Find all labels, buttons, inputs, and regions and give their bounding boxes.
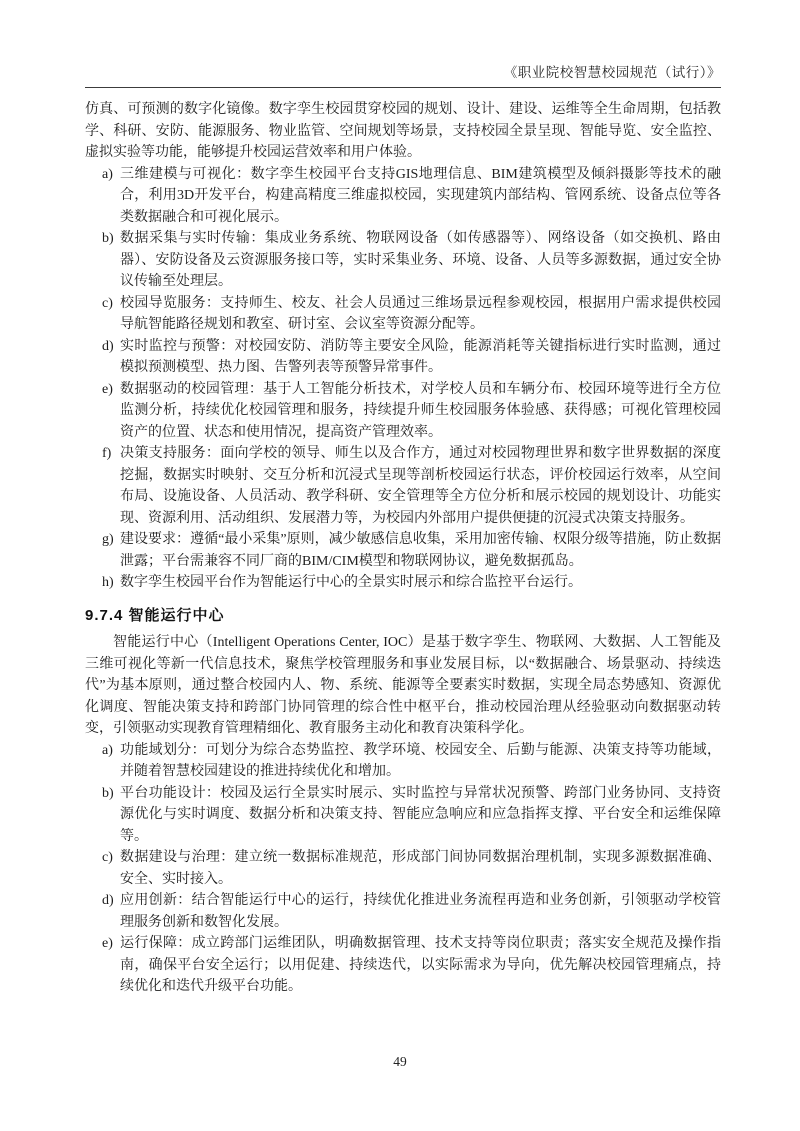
list-item-marker: f) <box>102 446 112 461</box>
list-item-marker: a) <box>102 166 113 182</box>
list-item <box>85 847 721 890</box>
list-item-text: 数据采集与实时传输：集成业务系统、物联网设备（如传感器等）、网络设备（如交换机、路由器）、安防设备及云资源服务接口等，实时采集业务、环境、设备、人员等多源数据，通过安全协议传输至处理层。 <box>120 231 721 289</box>
page-body <box>85 99 721 998</box>
list-item <box>85 336 721 379</box>
section-paragraph: 智能运行中心（Intelligent Operations Center, IOC）是基于数字孪生、物联网、大数据、人工智能及三维可视化等新一代信息技术，聚焦学校管理服务和事业发展目标，以“数据融合、场景驱动、持续迭代”为基本原则，通过整合校园内人、物、系统、能源等全要素实时数据，实现全局态势感知、资源优化调度、智能决策支持和跨部门协同管理的综合性中枢平台，推动校园治理从经验驱动向数据驱动转变，引领驱动实现教育管理精细化、教育服务主动化和教育决策科学化。 <box>85 635 721 736</box>
list-item-text: 数据驱动的校园管理：基于人工智能分析技术，对学校人员和车辆分布、校园环境等进行全方位监测分析，持续优化校园管理和服务，持续提升师生校园服务体验感、获得感；可视化管理校园资产的位置、状态和使用情况，提高资产管理效率。 <box>120 381 721 440</box>
page-number: 49 <box>393 1054 407 1069</box>
list-item <box>85 890 721 933</box>
list-item <box>85 443 721 529</box>
list-item-marker: e) <box>102 936 113 951</box>
list-item <box>85 740 721 783</box>
page-footer <box>0 1054 800 1070</box>
ioc-list <box>85 740 721 998</box>
header-divider <box>85 87 721 88</box>
list-item-text: 数字孪生校园平台作为智能运行中心的全景实时展示和综合监控平台运行。 <box>120 575 582 590</box>
list-item-marker: b) <box>102 785 114 801</box>
list-item-text: 三维建模与可视化：数字孪生校园平台支持GIS地理信息、BIM建筑模型及倾斜摄影等技术的融合，利用3D开发平台，构建高精度三维虚拟校园，实现建筑内部结构、管网系统、设备点位等各类数据融合和可视化展示。 <box>120 166 721 225</box>
list-item <box>85 933 721 998</box>
list-item-marker: c) <box>102 850 113 865</box>
list-item-text: 功能域划分：可划分为综合态势监控、教学环境、校园安全、后勤与能源、决策支持等功能域，并随着智慧校园建设的推进持续优化和增加。 <box>120 742 721 779</box>
list-item <box>85 572 721 594</box>
list-item <box>85 379 721 444</box>
page-header <box>85 64 721 88</box>
section-heading-974: 9.7.4 智能运行中心 <box>85 606 225 624</box>
list-item-marker: c) <box>102 295 113 311</box>
list-item-marker: d) <box>102 338 114 354</box>
list-item-marker: h) <box>102 575 114 590</box>
list-item-text: 建设要求：遵循“最小采集”原则，减少敏感信息收集，采用加密传输、权限分级等措施，防止数据泄露；平台需兼容不同厂商的BIM/CIM模型和物联网协议，避免数据孤岛。 <box>120 532 721 569</box>
document-title: 《职业院校智慧校园规范（试行）》 <box>503 65 721 80</box>
digital-twin-list <box>85 164 721 594</box>
list-item-text: 应用创新：结合智能运行中心的运行，持续优化推进业务流程再造和业务创新，引领驱动学校管理服务创新和数智化发展。 <box>120 893 721 930</box>
list-item <box>85 228 721 293</box>
list-item-text: 实时监控与预警：对校园安防、消防等主要安全风险，能源消耗等关键指标进行实时监测，通过模拟预测模型、热力图、告警列表等预警异常事件。 <box>120 338 721 375</box>
list-item-marker: d) <box>102 893 114 908</box>
list-item <box>85 164 721 229</box>
list-item-marker: b) <box>102 231 114 246</box>
list-item-text: 决策支持服务：面向学校的领导、师生以及合作方，通过对校园物理世界和数字世界数据的深度挖掘，数据实时映射、交互分析和沉浸式呈现等剖析校园运行状态，评价校园运行效率，从空间布局、设施设备、人员活动、教学科研、安全管理等全方位分析和展示校园的规划设计、功能实现、资源利用、活动组织、发展潜力等，为校园内外部用户提供便捷的沉浸式决策支持服务。 <box>120 446 721 526</box>
list-item <box>85 529 721 572</box>
list-item-text: 校园导览服务：支持师生、校友、社会人员通过三维场景远程参观校园，根据用户需求提供校园导航智能路径规划和教室、研讨室、会议室等资源分配等。 <box>120 295 721 332</box>
intro-paragraph: 仿真、可预测的数字化镜像。数字孪生校园贯穿校园的规划、设计、建设、运维等全生命周期，包括教学、科研、安防、能源服务、物业监管、空间规划等场景，支持校园全景呈现、智能导览、安全监控、虚拟实验等功能，能够提升校园运营效率和用户体验。 <box>85 102 721 160</box>
list-item-text: 运行保障：成立跨部门运维团队，明确数据管理、技术支持等岗位职责；落实安全规范及操作指南，确保平台安全运行；以用促建、持续迭代，以实际需求为导向，优先解决校园管理痛点，持续优化和迭代升级平台功能。 <box>120 936 721 994</box>
list-item <box>85 783 721 848</box>
list-item-marker: a) <box>102 742 113 758</box>
list-item-text: 数据建设与治理：建立统一数据标准规范，形成部门间协同数据治理机制，实现多源数据准确、安全、实时接入。 <box>120 850 721 887</box>
list-item-marker: e) <box>102 381 113 397</box>
list-item-text: 平台功能设计：校园及运行全景实时展示、实时监控与异常状况预警、跨部门业务协同、支持资源优化与实时调度、数据分析和决策支持、智能应急响应和应急指挥支撑、平台安全和运维保障等。 <box>120 785 721 844</box>
list-item <box>85 293 721 336</box>
list-item-marker: g) <box>102 532 114 547</box>
